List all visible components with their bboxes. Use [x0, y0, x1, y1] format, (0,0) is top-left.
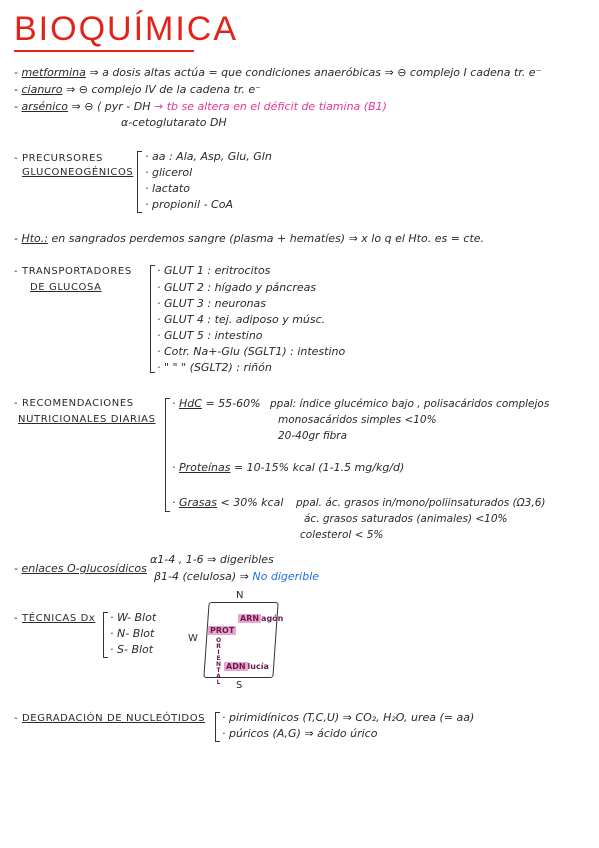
degradacion-item: · púricos (A,G) ⇒ ácido úrico [222, 727, 378, 740]
cianuro-label: cianuro [21, 83, 63, 96]
arsenico-label: arsénico [21, 100, 69, 113]
arsenico-text: ⇒ ⊖ ⟨ pyr - DH [71, 100, 151, 113]
precursores-heading-2: GLUCONEOGÉNICOS [22, 167, 134, 178]
vertical-label: ORIENTAL [215, 637, 222, 685]
prot-label: PROT [210, 626, 235, 635]
enlaces-item: α1-4 , 1-6 ⇒ digeribles [150, 553, 274, 566]
cianuro-line: - cianuro ⇒ ⊖ complejo IV de la cadena tr. e⁻ [14, 83, 261, 96]
blot-item: · S- Blot [110, 643, 154, 656]
precursor-item: · lactato [145, 182, 190, 195]
transportadores-heading-2: DE GLUCOSA [30, 282, 102, 293]
grasas-item: ppal. ác. grasos in/mono/poliinsaturados (Ω3,6) [296, 497, 546, 509]
precursor-item: · glicerol [145, 166, 193, 179]
no-digerible: No digerible [252, 570, 320, 583]
arn-label: ARN agón [240, 614, 284, 623]
metformina-text: ⇒ a dosis altas actúa = que condiciones anaeróbicas ⇒ ⊖ complejo I cadena tr. e⁻ [89, 66, 542, 79]
degradacion-heading: - DEGRADACIÓN DE NUCLEÓTIDOS [14, 713, 206, 724]
hto-text: en sangrados perdemos sangre (plasma + hematíes) ⇒ x lo q el Hto. es = cte. [51, 232, 485, 245]
arsenico-line: - arsénico ⇒ ⊖ ⟨ pyr - DH → tb se altera en el déficit de tiamina (B1) [14, 100, 387, 113]
recomendaciones-heading-2: NUTRICIONALES DIARIAS [18, 414, 156, 425]
tecnicas-bracket [103, 612, 108, 658]
tiamina-note: → tb se altera en el déficit de tiamina (B1) [153, 100, 387, 113]
grasas-item: ác. grasos saturados (animales) <10% [304, 513, 508, 525]
hto-line: - Hto.: en sangrados perdemos sangre (plasma + hematíes) ⇒ x lo q el Hto. es = cte. [14, 232, 485, 245]
transportadores-heading-1: - TRANSPORTADORES [14, 266, 132, 277]
title-underline [14, 50, 194, 52]
enlaces-label: enlaces O-glucosídicos [21, 562, 147, 575]
grasas-item: colesterol < 5% [300, 529, 384, 541]
adn-label: ADN lucía [226, 662, 269, 671]
precursores-heading-1: - PRECURSORES [14, 153, 103, 164]
blot-item: · W- Blot [110, 611, 157, 624]
precursor-item: · aa : Ala, Asp, Glu, Gln [145, 150, 272, 163]
proteinas-line: · Proteínas = 10-15% kcal (1-1.5 mg/kg/d) [172, 461, 405, 474]
glut-item: · GLUT 1 : eritrocitos [157, 264, 271, 277]
precursores-bracket [137, 151, 142, 213]
compass-south: S [236, 680, 243, 691]
hdc-item: monosacáridos simples <10% [278, 414, 437, 426]
compass-north: N [236, 590, 244, 601]
compass-west: W [188, 633, 198, 644]
glut-item: · GLUT 4 : tej. adiposo y músc. [157, 313, 326, 326]
glut-item: · Cotr. Na+-Glu (SGLT1) : intestino [157, 345, 346, 358]
recomendaciones-bracket [165, 398, 170, 512]
hdc-item: 20-40gr fibra [278, 430, 348, 442]
glut-item: · " " " (SGLT2) : riñón [157, 361, 272, 374]
cianuro-text: ⇒ ⊖ complejo IV de la cadena tr. e⁻ [66, 83, 261, 96]
glut-item: · GLUT 5 : intestino [157, 329, 263, 342]
degradacion-bracket [215, 712, 220, 742]
page-title: BIOQUÍMICA [14, 10, 239, 48]
glut-item: · GLUT 3 : neuronas [157, 297, 267, 310]
glut-item: · GLUT 2 : hígado y páncreas [157, 281, 317, 294]
hdc-item: ppal: índice glucémico bajo , polisacáridos complejos [270, 398, 550, 410]
tecnicas-heading: - TÉCNICAS Dx [14, 613, 96, 624]
enlaces-item: β1-4 (celulosa) ⇒ No digerible [154, 570, 320, 583]
hdc-line: · HdC = 55-60% [172, 397, 261, 410]
arsenico-line-2: α-cetoglutarato DH [121, 116, 227, 129]
blot-item: · N- Blot [110, 627, 155, 640]
grasas-line: · Grasas < 30% kcal [172, 496, 284, 509]
metformina-label: metformina [21, 66, 86, 79]
hto-label: Hto.: [21, 232, 48, 245]
enlaces-line: - enlaces O-glucosídicos [14, 562, 147, 575]
precursor-item: · propionil - CoA [145, 198, 233, 211]
metformina-line: - metformina ⇒ a dosis altas actúa = que condiciones anaeróbicas ⇒ ⊖ complejo I cadena tr. e⁻ [14, 66, 542, 79]
transportadores-bracket [150, 265, 155, 373]
recomendaciones-heading-1: - RECOMENDACIONES [14, 398, 134, 409]
degradacion-item: · pirimidínicos (T,C,U) ⇒ CO₂, H₂O, urea (= aa) [222, 711, 475, 724]
